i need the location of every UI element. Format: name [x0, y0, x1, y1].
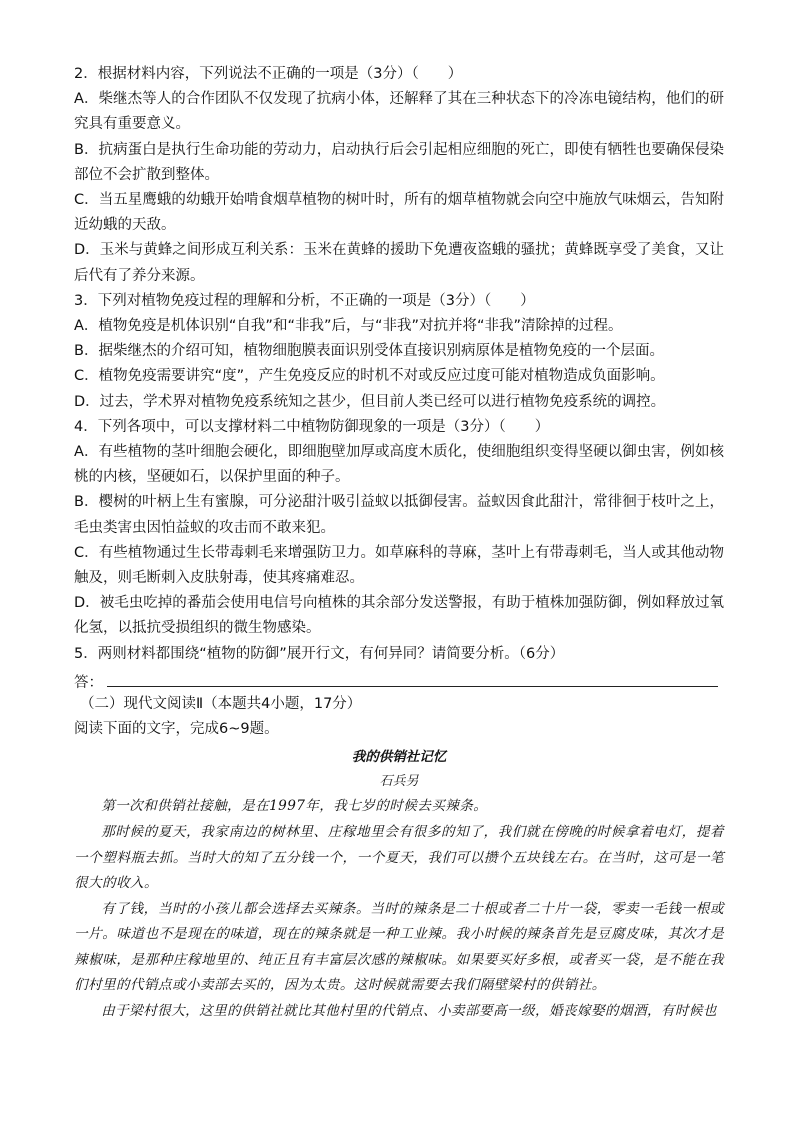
- question-5-stem: 5．两则材料都围绕“植物的防御”展开行文，有何异同？请简要分析。（6分）: [74, 645, 565, 662]
- story-author: 石兵另: [379, 774, 419, 790]
- story-paragraph-4: 由于梁村很大，这里的供销社就比其他村里的代销点、小卖部要高一级，婚丧嫁娶的烟酒，有时候也: [101, 1003, 717, 1020]
- question-3-option-b: B．据柴继杰的介绍可知，植物细胞膜表面识别受体直接识别病原体是植物免疫的一个层面。: [74, 343, 664, 360]
- story-paragraph-3: 有了钱，当时的小孩儿都会选择去买辣条。当时的辣条是二十根或者二十片一袋，零卖一毛钱一根或一片。味道也不是现在的味道，现在的辣条就是一种工业辣。我小时候的辣条首先是豆腐皮味，其次才是辣椒味，是那种庄稼地里的、纯正且有丰富层次感的辣椒味。如果要买好多根，或者买一袋，是不能在我们村里的代销点或小卖部去买的，因为太贵。这时候就需要去我们隔壁梁村的供销社。: [74, 900, 724, 994]
- question-3-option-c: C．植物免疫需要讲究“度”，产生免疫反应的时机不对或反应过度可能对植物造成负面影响。: [74, 368, 665, 385]
- question-2-option-b: B．抗病蛋白是执行生命功能的劳动力，启动执行后会引起相应细胞的死亡，即使有牺牲也要确保侵染部位不会扩散到整体。: [74, 141, 724, 183]
- question-4-option-c: C．有些植物通过生长带毒刺毛来增强防卫力。如草麻科的荨麻，茎叶上有带毒刺毛，当人或其他动物触及，则毛断刺入皮肤射毒，使其疼痛难忍。: [74, 544, 724, 586]
- question-5-answer-area[interactable]: [74, 667, 724, 692]
- question-4-option-d: D．被毛虫吃掉的番茄会使用电信号向植株的其余部分发送警报，有助于植株加强防御，例如释放过氧化氢，以抵抗受损组织的微生物感染。: [74, 595, 724, 637]
- page-content: [74, 62, 724, 1025]
- question-3-option-d: D．过去，学术界对植物免疫系统知之甚少，但目前人类已经可以进行植物免疫系统的调控。: [74, 393, 666, 410]
- question-2-option-c: C．当五星鹰蛾的幼蛾开始啃食烟草植物的树叶时，所有的烟草植物就会向空中施放气味烟云，告知附近幼蛾的天敌。: [74, 192, 724, 234]
- question-4-stem: 4．下列各项中，可以支撑材料二中植物防御现象的一项是（3分）（ ）: [74, 418, 550, 435]
- answer-label: 答：: [74, 674, 103, 691]
- section-heading: （二）现代文阅读Ⅱ（本题共4小题，17分）: [80, 695, 362, 712]
- story-title: 我的供销社记忆: [351, 749, 447, 766]
- story-paragraph-2: 那时候的夏天，我家南边的树林里、庄稼地里会有很多的知了，我们就在傍晚的时候拿着电灯，提着一个塑料瓶去抓。当时大的知了五分钱一个，一个夏天，我们可以攒个五块钱左右。在当时，这可是一笔很大的收入。: [74, 823, 724, 892]
- question-3-stem: 3．下列对植物免疫过程的理解和分析，不正确的一项是（3分）（ ）: [74, 292, 535, 309]
- question-3-option-a: A．植物免疫是机体识别“自我”和“非我”后，与“非我”对抗并将“非我”清除掉的过程。: [74, 318, 623, 334]
- question-2-option-a: A．柴继杰等人的合作团队不仅发现了抗病小体，还解释了其在三种状态下的冷冻电镜结构，他们的研究具有重要意义。: [74, 91, 724, 133]
- section-instruction: 阅读下面的文字，完成6~9题。: [74, 721, 279, 738]
- answer-blank-line[interactable]: [107, 685, 718, 687]
- story-paragraph-1: 第一次和供销社接触，是在1997年，我七岁的时候去买辣条。: [101, 798, 488, 815]
- question-2-option-d: D．玉米与黄蜂之间形成互利关系：玉米在黄蜂的援助下免遭夜盗蛾的骚扰；黄蜂既享受了美食，又让后代有了养分来源。: [74, 242, 724, 284]
- question-2-stem: 2．根据材料内容，下列说法不正确的一项是（3分）（ ）: [74, 66, 463, 82]
- question-4-option-b: B．樱树的叶柄上生有蜜腺，可分泌甜汁吸引益蚁以抵御侵害。益蚁因食此甜汁，常徘徊于枝叶之上，毛虫类害虫因怕益蚁的攻击而不敢来犯。: [74, 494, 724, 536]
- question-4-option-a: A．有些植物的茎叶细胞会硬化，即细胞壁加厚或高度木质化，使细胞组织变得坚硬以御虫害，例如核桃的内核，坚硬如石，以保护里面的种子。: [74, 443, 724, 486]
